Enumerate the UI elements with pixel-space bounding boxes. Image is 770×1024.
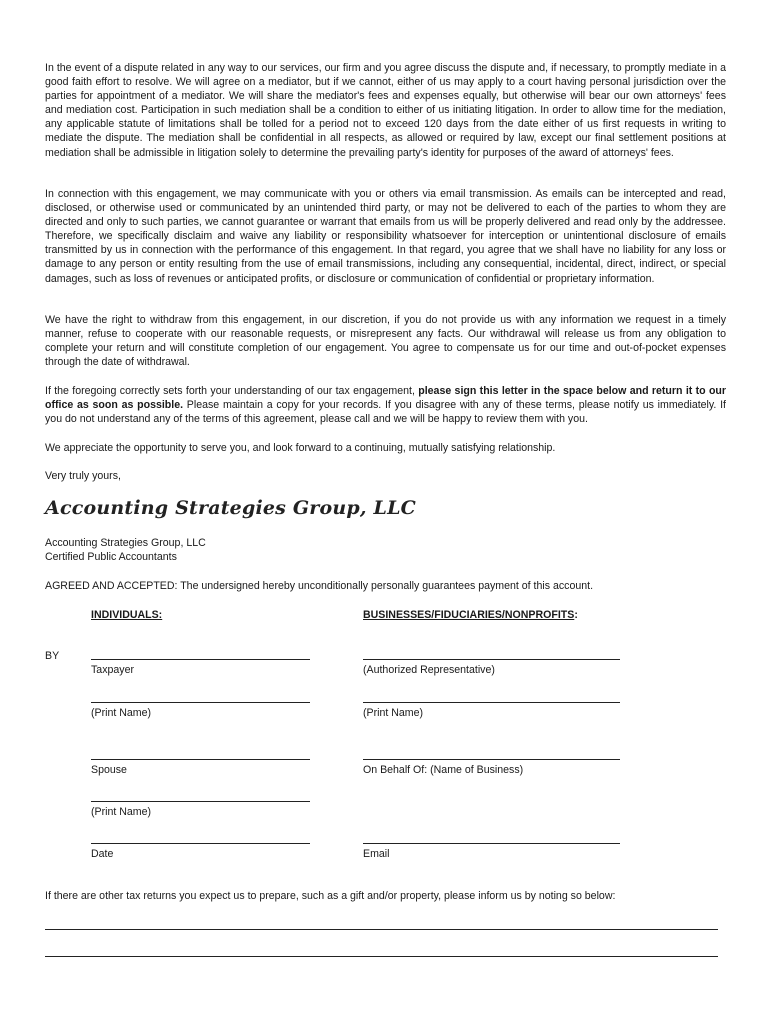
date-label: Date [91,848,114,860]
email-line[interactable] [363,843,620,844]
individuals-heading: INDIVIDUALS: [91,609,163,621]
spouse-label: Spouse [91,764,127,776]
sign-rest-text: Please maintain a copy for your records. If you disagree with any of these terms, please notify us immediately. If you do not understand any of the terms of this agreement, please call and we will be happy to review them with you. [45,399,726,426]
on-behalf-of-line[interactable] [363,759,620,760]
withdraw-paragraph: We have the right to withdraw from this engagement, in our discretion, if you do not provide us with any information we request in a timely manner, refuse to cooperate with our reasonable requests, or misrepresent any facts. Our withdrawal will release us from any obligation to complete your return and will constitute completion of our engagement. You agree to compensate us for our time and out-of-pocket expenses through the date of withdrawal. [45,314,726,369]
by-label: BY [45,650,60,662]
business-print-name-line[interactable] [363,702,620,703]
sign-instructions-paragraph [45,384,726,426]
other-returns-line-1[interactable] [45,929,718,930]
other-returns-line-2[interactable] [45,956,718,957]
business-print-name-label: (Print Name) [363,707,424,719]
agreed-accepted-text: AGREED AND ACCEPTED: The undersigned hereby unconditionally personally guarantees payment of this account. [45,580,594,592]
firm-title: Certified Public Accountants [45,551,177,563]
appreciation-paragraph: We appreciate the opportunity to serve you, and look forward to a continuing, mutually satisfying relationship. [45,442,556,454]
sign-intro-text: If the foregoing correctly sets forth your understanding of our tax engagement, [45,385,419,397]
taxpayer-print-name-label: (Print Name) [91,707,152,719]
on-behalf-of-label: On Behalf Of: (Name of Business) [363,764,524,776]
businesses-heading-colon: : [574,609,578,621]
authorized-representative-line[interactable] [363,659,620,660]
firm-name: Accounting Strategies Group, LLC [45,537,206,549]
firm-signature: Accounting Strategies Group, LLC [45,497,416,519]
mediation-paragraph: In the event of a dispute related in any way to our services, our firm and you agree discuss the dispute and, if necessary, to promptly mediate in a good faith effort to resolve. We will agree on a mediator, but if we cannot, either of us may apply to a court having personal jurisdiction over the parties for appointment of a mediator. We will share the mediator's fees and expenses equally, but otherwise will bear our own attorneys' fees and mediation cost. Participation in such mediation shall be a condition to either of us initiating litigation. In order to allow time for the mediation, any applicable statute of limitations shall be tolled for a period not to exceed 120 days from the date either of us first requests in writing to mediate the dispute. The mediation shall be confidential in all respects, as allowed or required by law, except our final settlement positions at mediation shall be admissible in litigation solely to determine the prevailing party's identity for purposes of the award of attorneys' fees. [45,62,726,159]
taxpayer-label: Taxpayer [91,664,134,676]
other-returns-text: If there are other tax returns you expect us to prepare, such as a gift and/or property, please inform us by noting so below: [45,890,616,902]
taxpayer-signature-line[interactable] [91,659,310,660]
email-paragraph: In connection with this engagement, we may communicate with you or others via email transmission. As emails can be intercepted and read, disclosed, or otherwise used or communicated by an unintended third party, or may not be delivered to each of the parties to whom they are directed and only to such parties, we cannot guarantee or warrant that emails from us will be properly delivered and read only by the addressee. Therefore, we specifically disclaim and waive any liability or responsibility whatsoever for interception or unintentional disclosure of emails transmitted by us in connection with the performance of this engagement. In that regard, you agree that we shall have no liability for any loss or damage to any person or entity resulting from the use of email transmissions, including any consequential, incidental, direct, indirect, or special damages, such as loss of revenues or anticipated profits, or disclosure or communication of confidential or proprietary information. [45,188,726,285]
spouse-signature-line[interactable] [91,759,310,760]
businesses-heading [363,608,578,622]
date-line[interactable] [91,843,310,844]
spouse-print-name-label: (Print Name) [91,806,152,818]
authorized-representative-label: (Authorized Representative) [363,664,495,676]
businesses-heading-label: BUSINESSES/FIDUCIARIES/NONPROFITS [363,609,575,621]
taxpayer-print-name-line[interactable] [91,702,310,703]
email-label: Email [363,848,390,860]
spouse-print-name-line[interactable] [91,801,310,802]
closing-text: Very truly yours, [45,470,121,482]
sign-bold-text: please sign this letter in the space below and return it to our office as soon as possible. [45,385,727,412]
